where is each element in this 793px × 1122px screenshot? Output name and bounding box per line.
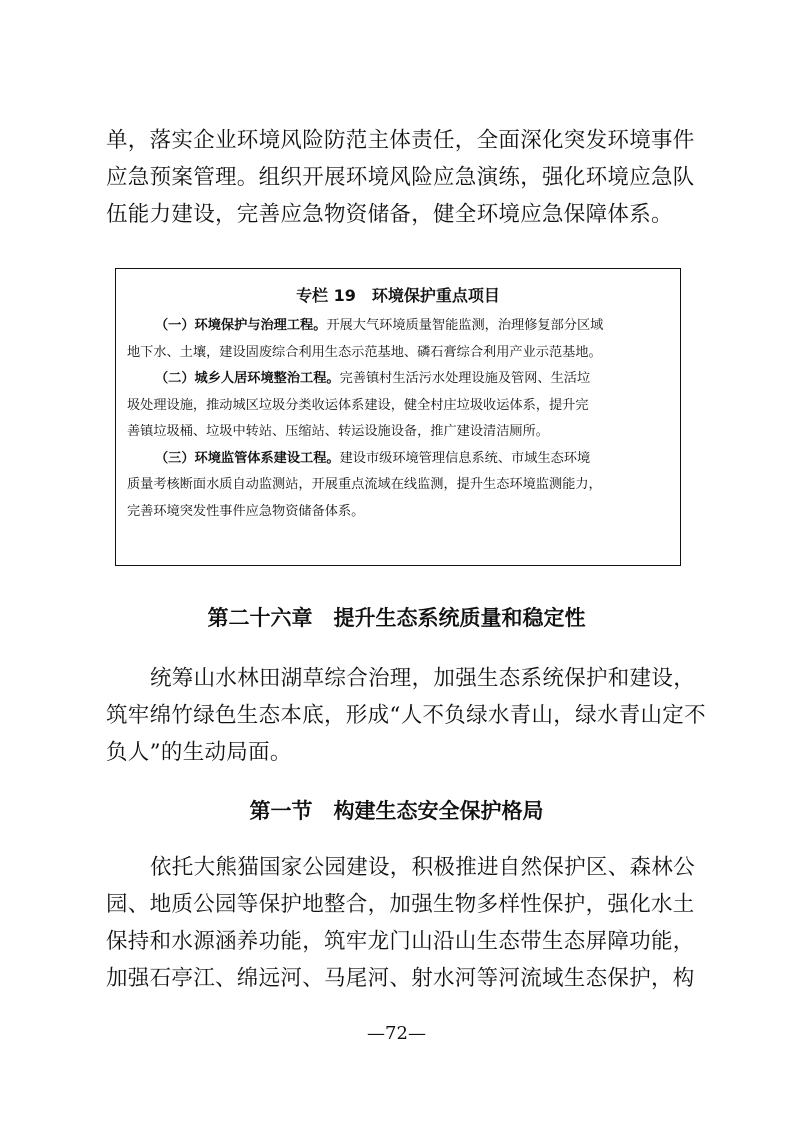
column-box-body (127, 313, 675, 525)
box-item-1-text: 开展大气环境质量智能监测，治理修复部分区域 (326, 318, 604, 333)
section-paragraph (106, 849, 696, 997)
box-item-3-text: 建设市级环境管理信息系统、市域生态环境 (339, 450, 591, 466)
chapter-line: 筑牢绵竹绿色生态本底，形成“人不负绿水青山，绿水青山定不 (106, 703, 706, 728)
box-item-1-heading: （一）环境保护与治理工程。 (155, 318, 327, 333)
section-line: 加强石亭江、绵远河、马尾河、射水河等河流域生态保护，构 (106, 966, 695, 991)
box-item-3-first-line (127, 446, 675, 473)
box-item-3-heading: （三）环境监管体系建设工程。 (155, 450, 340, 466)
box-item-2-first-line (127, 366, 675, 393)
box-item-1-line: 地下水、土壤，建设固废综合利用生态示范基地、磷石膏综合利用产业示范基地。 (127, 344, 602, 360)
column-box (115, 268, 681, 566)
box-item-2-line: 圾处理设施，推动城区垃圾分类收运体系建设，健全村庄垃圾收运体系，提升完 (127, 397, 589, 413)
box-item-2-heading: （二）城乡人居环境整治工程。 (155, 371, 340, 386)
section-line: 依托大熊猫国家公园建设，积极推进自然保护区、森林公 (150, 855, 696, 880)
section-line: 园、地质公园等保护地整合，加强生物多样性保护，强化水土 (106, 892, 695, 917)
box-item-3-line: 完善环境突发性事件应急物资储备体系。 (127, 503, 365, 519)
chapter-paragraph (106, 660, 706, 771)
box-item-3-line: 质量考核断面水质自动监测站，开展重点流域在线监测，提升生态环境监测能力， (127, 477, 602, 492)
intro-line: 单，落实企业环境风险防范主体责任，全面深化突发环境事件 (106, 128, 695, 153)
chapter-line: 统筹山水林田湖草综合治理，加强生态系统保护和建设， (150, 666, 696, 691)
column-box-title: 专栏 19 环境保护重点项目 (296, 286, 500, 305)
chapter-title: 第二十六章 提升生态系统质量和稳定性 (207, 606, 586, 630)
section-title: 第一节 构建生态安全保护格局 (249, 799, 544, 823)
box-item-2-line: 善镇垃圾桶、垃圾中转站、压缩站、转运设施设备，推广建设清洁厕所。 (127, 424, 549, 439)
intro-paragraph (106, 122, 695, 233)
page-number: —72— (367, 1023, 426, 1044)
chapter-line: 负人”的生动局面。 (106, 740, 292, 765)
box-item-2-text: 完善镇村生活污水处理设施及管网、生活垃 (339, 371, 591, 386)
box-item-1-first-line (127, 313, 675, 340)
section-line: 保持和水源涵养功能，筑牢龙门山沿山生态带生态屏障功能， (106, 929, 695, 954)
intro-line: 伍能力建设，完善应急物资储备，健全环境应急保障体系。 (106, 202, 673, 227)
intro-line: 应急预案管理。组织开展环境风险应急演练，强化环境应急队 (106, 165, 695, 190)
